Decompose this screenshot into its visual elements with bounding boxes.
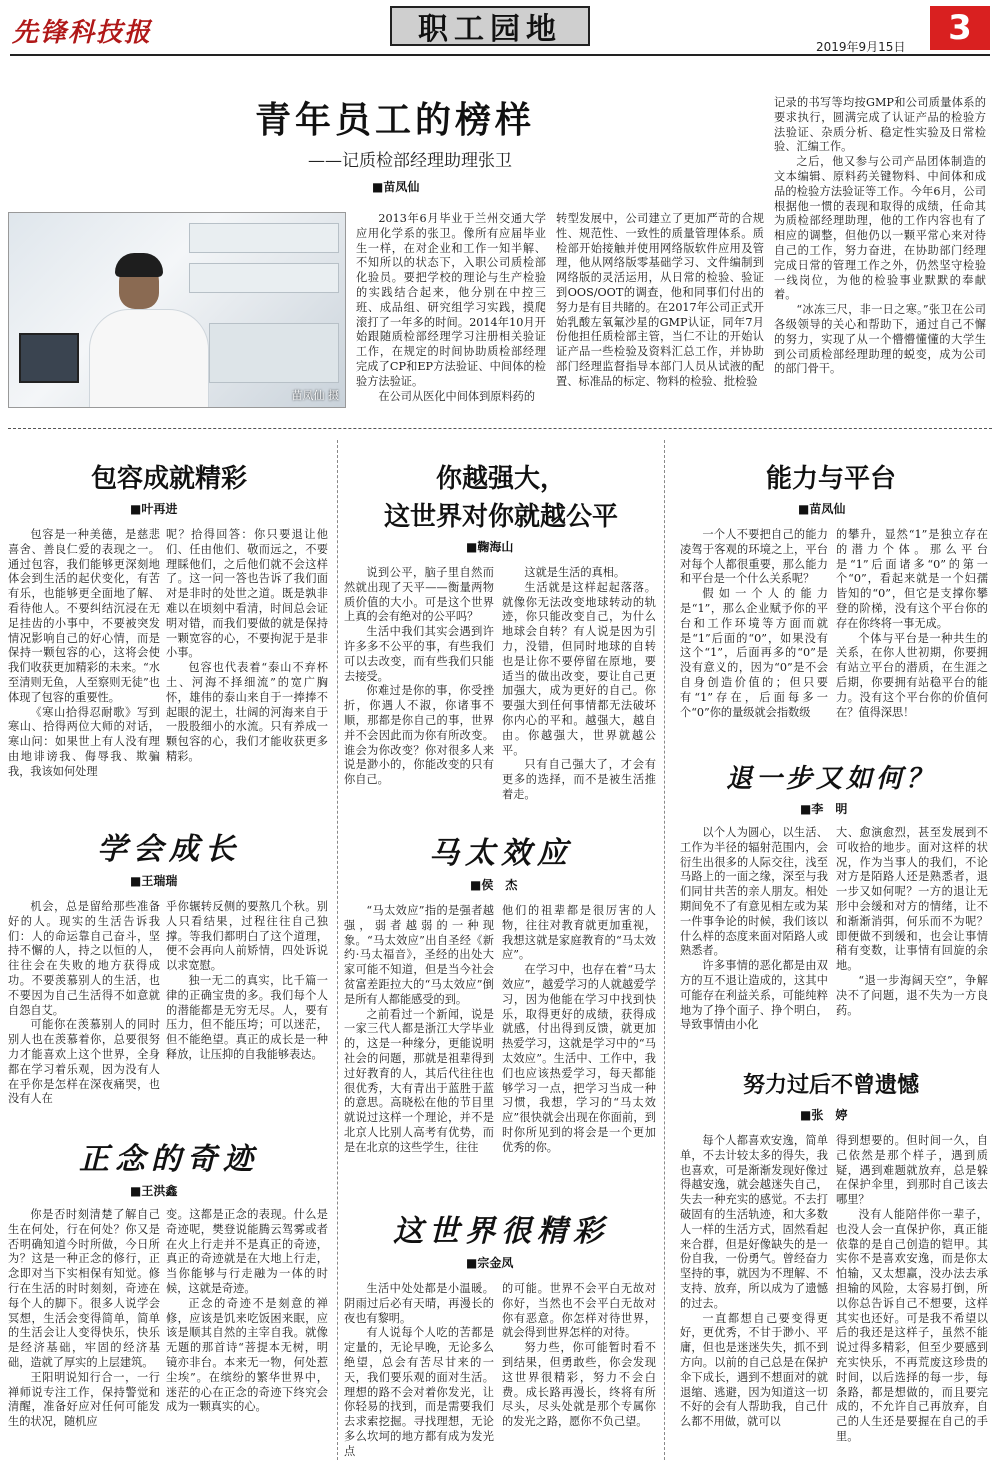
article-byline: ■叶再进 <box>130 502 178 516</box>
article-column <box>836 1134 988 1462</box>
article-paragraph: 努力些，你可能暂时看不到结果，但勇敢些，你会发现这世界很精彩，努力不会白费。成长路再漫长，终将有所尽头，尽头处就是那个专属你的发光之路，愿你不负己望。 <box>502 1341 656 1429</box>
article-byline: ■李 明 <box>800 802 848 816</box>
article-paragraph: 可能你在羡慕别人的同时别人也在羡慕着你，总要很努力才能喜欢上这个世界，全身都在学习着乐观，因为没有人在乎你是怎样在深夜痛哭，也没有人在 <box>8 1018 160 1106</box>
article-paragraph: 乎你辗转反侧的要熬几个秋。别人只看结果，过程往往自己独撑。等我们都明白了这个道理，便不会再向人前矫情，四处诉说以求宽慰。 <box>166 900 328 973</box>
article-title: 能力与平台 <box>765 464 896 494</box>
feature-byline: ■苗凤仙 <box>372 180 420 194</box>
feature-column-1 <box>356 212 546 408</box>
section-divider <box>8 428 992 429</box>
article-paragraph: 大、愈演愈烈，甚至发展到不可收拾的地步。面对这样的状况，作为当事人的我们，不论对方是陌路人还是熟悉者，退一步又如何呢？一方的退让无形中会缓和对方的情绪，让不和渐渐消弭，何乐而不为呢？即便做不到缓和，也会让事情稍有变数，让事情有回旋的余地。 <box>836 826 988 973</box>
article-paragraph: 个体与平台是一种共生的关系，在你人世初期，你要拥有站立平台的潜质，在生涯之后期，你要拥有站稳平台的能力。没有这个平台你的价值何在？值得深思！ <box>836 631 988 719</box>
article-column <box>344 1282 494 1462</box>
article-column <box>680 826 828 1054</box>
article-paragraph: 以个人为圆心，以生活、工作为半径的辐射范围内，会衍生出很多的人际交往，浅至马路上的一面之缘，深至与我们同甘共苦的亲人朋友。相处期间免不了有意见相左或为某一件事争论的时候，我们该以什么样的态度来面对陌路人或熟悉者。 <box>680 826 828 958</box>
article-paragraph: 说到公平，脑子里自然而然就出现了天平——衡量两物质价值的大小。可是这个世界上真的会有绝对的公平吗？ <box>344 566 494 624</box>
article-byline: ■张 婷 <box>800 1108 848 1122</box>
feature-column-3 <box>774 96 986 410</box>
article-paragraph: 机会，总是留给那些准备好的人。现实的生活告诉我们：人的命运靠自己奋斗，坚持不懈的人，持之以恒的人，往往会在失败的地方获得成功。不要羡慕别人的生活，也不要因为自己生活得不如意就自怨自艾。 <box>8 900 160 1017</box>
column-divider <box>664 440 665 1460</box>
article-paragraph: 的攀升，显然“1”是独立存在的潜力个体。那么平台是“1”后面诸多“0”的第一个“0”，看起来就是一个妇孺皆知的“0”，但它是支撑你攀登的阶梯，没有这个平台你的存在你终将一事无成。 <box>836 528 988 630</box>
article-column <box>166 900 328 1112</box>
feature-photo <box>8 212 346 408</box>
feature-title: 青年员工的榜样 <box>254 100 535 141</box>
article-column <box>8 900 160 1112</box>
article-title: 这世界很精彩 <box>393 1214 609 1249</box>
article-byline: ■鞠海山 <box>466 540 514 554</box>
monitor <box>19 333 79 383</box>
article-column <box>680 1134 828 1462</box>
column-divider <box>337 440 338 1460</box>
feature-paragraph: 之后，他又参与公司产品团体制造的文本编辑、原料药关键物料、中间体和成品的检验方法验证等工作。今年6月，公司根据他一惯的表现和取得的成绩，任命其为质检部经理助理，他的工作内容也有了相应的调整，但他仍以一颗平常心来对待自己的工作，努力奋进，在协助部门经理完成日常的管理工作之外，仍然坚守检验一线岗位，为他的检验事业默默的奉献着。 <box>774 155 986 302</box>
article-paragraph: “马太效应”指的是强者越强，弱者越弱的一种现象。“马太效应”出自圣经《新约·马太福音》，圣经的出处大家可能不知道，但是当今社会贫富差距拉大的“马太效应”倒是所有人都能感受的到。 <box>344 904 494 1006</box>
article-paragraph: 在学习中，也存在着“马太效应”，越爱学习的人就越爱学习，因为他能在学习中找到快乐，取得更好的成绩，获得成就感，付出得到反馈，就更加热爱学习，这就是学习中的“马太效应”。生活中、工作中，我们也应该热爱学习，每天都能够学习一点，把学习当成一种习惯，我想，学习的“马太效应”很快就会出现在你面前，到时你所见到的将会是一个更加优秀的你。 <box>502 963 656 1154</box>
photo-caption: 苗凤仙 摄 <box>291 389 339 402</box>
article-column <box>836 826 988 1054</box>
article-title: 包容成就精彩 <box>90 464 247 494</box>
article-paragraph: 许多事情的恶化都是由双方的互不退让造成的，这其中可能存在利益关系，可能纯粹地为了挣个面子、挣个明白，导致事情由小化 <box>680 959 828 1032</box>
article-paragraph: 一直都想自己要变得更好，更优秀，不甘于渺小、平庸，但也是迷迷失失，抓不到方向。以前的自己总是在保护伞下成长，遇到不想面对的就退缩、逃避，因为知道这一切不好的会有人帮助我，自己什么都不用做，就可以 <box>680 1311 828 1429</box>
article-title: 努力过后不曾遗憾 <box>742 1073 919 1098</box>
article-column <box>680 528 828 750</box>
article-column <box>502 904 656 1190</box>
article-column <box>8 1208 160 1462</box>
article-paragraph: 之前看过一个新闻，说是一家三代人都是浙江大学毕业的，这是一种缘分，更能说明社会的问题，那就是祖辈得到过好教育的人，其后代往往也很优秀，大有青出于蓝胜于蓝的意思。高晓松在他的节目里就说过这样一个理论，并不是北京人比别人高考有优势，而是在北京的这些学生，往往 <box>344 1007 494 1154</box>
article-paragraph: 你难过是你的事，你受挫折，你遇人不淑，你诸事不顺，那都是你自己的事，世界并不会因此而为你有所改变。谁会为你改变？你对很多人来说是渺小的，你能改变的只有你自己。 <box>344 684 494 787</box>
article-title: 学会成长 <box>97 832 241 867</box>
article-byline: ■王洪鑫 <box>130 1184 178 1198</box>
article-paragraph: 有人说每个人吃的苦都是定量的，无论早晚，无论多么绝望，总会有苦尽甘来的一天，我们要乐观的面对生活。理想的路不会对着你发光，让你轻易的找到，而是需要我们去求索挖掘。寻找理想，无论多么坎坷的地方都有成为发光点 <box>344 1326 494 1458</box>
article-byline: ■王瑞瑞 <box>130 874 178 888</box>
article-paragraph: 的可能。世界不会平白无故对你好，当然也不会平白无故对你有恶意。你怎样对待世界，就会得到世界怎样的对待。 <box>502 1282 656 1340</box>
article-paragraph: 包容也代表着“泰山不弃杯土、河海不择细流”的宽广胸怀，雄伟的泰山来自于一捧捧不起眼的泥土，壮阔的河海来自于一股股细小的水流。只有养成一颗包容的心，我们才能收获更多精彩。 <box>166 661 328 763</box>
article-title: 马太效应 <box>429 836 573 871</box>
article-paragraph: 他们的祖辈都是很厉害的人物，往往对教育就更加重视，我想这就是家庭教育的“马太效应”。 <box>502 904 656 962</box>
feature-paragraph: “冰冻三尺，非一日之寒。”张卫在公司各级领导的关心和帮助下，通过自己不懈的努力，实现了从一个懵懵懂懂的大学生到公司质检部经理助理的蜕变，成为公司的部门骨干。 <box>774 303 986 376</box>
feature-column-2 <box>556 212 764 408</box>
article-byline: ■宗金凤 <box>466 1256 514 1270</box>
issue-date: 2019年9月15日 <box>816 40 906 54</box>
article-paragraph: 生活中处处都是小温暖。阴雨过后必有天晴，再漫长的夜也有黎明。 <box>344 1282 494 1325</box>
masthead-rule <box>10 54 990 56</box>
article-title-line-1: 你越强大， <box>435 464 566 494</box>
article-paragraph: 生活就是这样起起落落。就像你无法改变地球转动的轨迹，你只能改变自己，为什么地球会自转？有人说是因为引力，没错，但同时地球的自转也是让你不要停留在原地，要适当的做出改变，要让自己更加强大，成为更好的自己。你要强大到任何事情都无法破坏你内心的平和。越强大，越自由。你越强大，世界就越公平。 <box>502 580 656 757</box>
article-title: 退一步又如何？ <box>725 764 936 794</box>
article-paragraph: 一个人不要把自己的能力凌驾于客观的环境之上，平台对每个人都很重要，那么能力和平台是一个什么关系呢？ <box>680 528 828 586</box>
article-paragraph: 只有自己强大了，才会有更多的选择，而不是被生活推着走。 <box>502 758 656 801</box>
section-title: 职工园地 <box>390 6 590 46</box>
article-column <box>344 904 494 1190</box>
article-paragraph: 正念的奇迹不是刻意的禅修，应该是饥来吃饭困来眠，应该是顺其自然的主宰自我。就像无题的那首诗“菩提本无树，明镜亦非台。本来无一物，何处惹尘埃”。在缤纷的繁华世界中，迷茫的心在正念的奇迹下终究会成为一颗真实的心。 <box>166 1296 328 1414</box>
article-paragraph: “退一步海阔天空”，争解决不了问题，退不失为一方良药。 <box>836 973 988 1017</box>
article-column <box>166 528 328 828</box>
article-paragraph: 没有人能陪伴你一辈子，也没人会一直保护你，真正能依靠的是自己创造的铠甲。其实你不是喜欢安逸，而是你太怕输，又太想赢，没办法去承担输的风险，太容易打倒，所以你总告诉自己不想要，这样其实也还好。可是我不希望以后的我还是这样子，虽然不能说过得多精彩，但至少要感到充实快乐，不再荒废这珍贵的时间，以后选择的每一步，每条路，都是想做的，而且要完成的，不允许自己再放弃，自己的人生还是要握在自己的手里。 <box>836 1207 988 1443</box>
article-paragraph: 生活中我们其实会遇到许许多多不公平的事，有些我们可以去改变，而有些我们只能去接受。 <box>344 625 494 683</box>
article-column <box>344 566 494 812</box>
article-paragraph: 变。这都是正念的表现。什么是奇迹呢，樊登说能腾云驾雾或者在火上行走并不是真正的奇迹，真正的奇迹就是在大地上行走，当你能够与行走融为一体的时候，这就是奇迹。 <box>166 1208 328 1295</box>
article-paragraph: 包容是一种美德，是慈悲喜舍、善良仁爱的表现之一。通过包容，我们能够更深刻地体会到生活的起伏变化，有苦有乐，也能够更全面地了解、看待他人。不要纠结沉浸在无足挂齿的小事中，不要被突发情况影响自己的好心情，而是保持一颗包容的心，这将会使我们收获更加精彩的未来。“水至清则无鱼，人至察则无徒”也体现了包容的重要性。 <box>8 528 160 704</box>
article-byline: ■苗凤仙 <box>798 502 846 516</box>
article-paragraph: 得到想要的。但时间一久，自己依然是那个样子，遇到质疑，遇到难题就放弃，总是躲在保护伞里，到那时自己该去哪里？ <box>836 1134 988 1207</box>
article-paragraph: 每个人都喜欢安逸，简单单，不去计较太多的得失，我也喜欢，可是渐渐发现好像过得越安逸，就会越迷失自己，失去一种充实的感觉。不去打破固有的生活轨迹，和大多数人一样的生活方式，固然看起来合群，但是好像缺失的是一份自我，一份勇气。曾经奋力坚持的事，就因为不理解、不支持、放弃，所以成为了遗憾的过去。 <box>680 1134 828 1310</box>
article-paragraph: 《寒山拾得忍耐歌》写到寒山、拾得两位大师的对话，寒山问：如果世上有人没有理由地诽谤我、侮辱我、欺骗我，我该如何处理 <box>8 705 160 778</box>
article-paragraph: 这就是生活的真相。 <box>524 566 626 579</box>
article-column <box>166 1208 328 1462</box>
article-paragraph: 你是否时刻清楚了解自己生在何处，行在何处？你又是否明确知道今时所做，今日所为？这是一种正念的修行，正念即对当下实相保有知觉。修行在生活的时时刻刻，奇迹在每个人的脚下。很多人说学会冥想，生活会变得简单，简单的生活会让人变得快乐，快乐是经济基础，牢固的经济基础，造就了厚实的上层建筑。 <box>8 1208 160 1369</box>
article-column <box>502 566 656 812</box>
feature-paragraph: 转型发展中，公司建立了更加严苛的合规性、规范性、一致性的质量管理体系。质检部开始接触并使用网络版软件应用及管理，他从网络版零基础学习、文件编制到网络版的灵活运用，从日常的检验、验证到OOS/OOT的调查，他和同事们付出的努力是有目共睹的。在2017年公司正式开始乳酸左氧氟沙星的GMP认证，同年7月份他担任质检部主管，当仁不让的开始认证产品一些检验及资料汇总工作，并协助部门经理监督指导本部门人员从试液的配置、标准品的标定、物料的检验、批检验 <box>556 212 764 388</box>
article-paragraph: 呢？拾得回答：你只要退让他们、任由他们、敬而远之，不要理睬他们，之后他们就不会这样了。这一问一答也告诉了我们面对是非时的处世之道。既是孰非难以在顷刻中看清，时间总会证明对错，而我们要做的就是保持一颗宽容的心，不要拘泥于是非小事。 <box>166 528 328 660</box>
article-title: 正念的奇迹 <box>79 1142 259 1177</box>
article-column <box>8 528 160 828</box>
feature-paragraph: 在公司从医化中间体到原料药的 <box>378 389 536 403</box>
article-paragraph: 王阳明说知行合一，一行禅师说专注工作，保持警觉和清醒，准备好应对任何可能发生的状况，随机应 <box>8 1370 160 1429</box>
feature-subtitle: ——记质检部经理助理张卫 <box>308 151 512 171</box>
article-title-line-2: 这世界对你就越公平 <box>383 502 618 532</box>
article-byline: ■侯 杰 <box>470 878 518 892</box>
article-paragraph: 独一无二的真实，比千篇一律的正确宝贵的多。我们每个人的潜能都是无穷无尽。人，要有压力，但不能压垮；可以迷茫，但不能绝望。真正的成长是一种释放，让压抑的自我能够表达。 <box>166 973 328 1061</box>
feature-paragraph: 2013年6月毕业于兰州交通大学应用化学系的张卫。像所有应届毕业生一样，在对企业和工作一知半解、不知所以的状态下，入职公司质检部化验员。要把学校的理论与生产检验的实践结合起来，他分别在中控三班、成品组、研究组学习实践，摸爬滚打了一年多的时间。2014年10月开始跟随质检部经理学习注册相关验证工作，在规定的时间协助质检部经理完成了CP和EP方法验证、中间体的检验方法验证。 <box>356 212 546 388</box>
article-column <box>502 1282 656 1462</box>
paper-name: 先锋科技报 <box>12 18 153 48</box>
page-number: 3 <box>930 6 990 50</box>
feature-paragraph: 记录的书写等均按GMP和公司质量体系的要求执行，圆满完成了认证产品的检验方法验证、杂质分析、稳定性实验及日常检验、汇编工作。 <box>774 96 986 154</box>
article-column <box>836 528 988 750</box>
article-paragraph: 假如一个人的能力是“1”，那么企业赋予你的平台和工作环境等方面而就是“1”后面的“0”，如果没有这个“1”，后面再多的“0”是没有意义的，因为“0”是不会自身创造价值的；但只要有“1”存在，后面每多一个“0”你的量级就会指数级 <box>680 587 828 719</box>
